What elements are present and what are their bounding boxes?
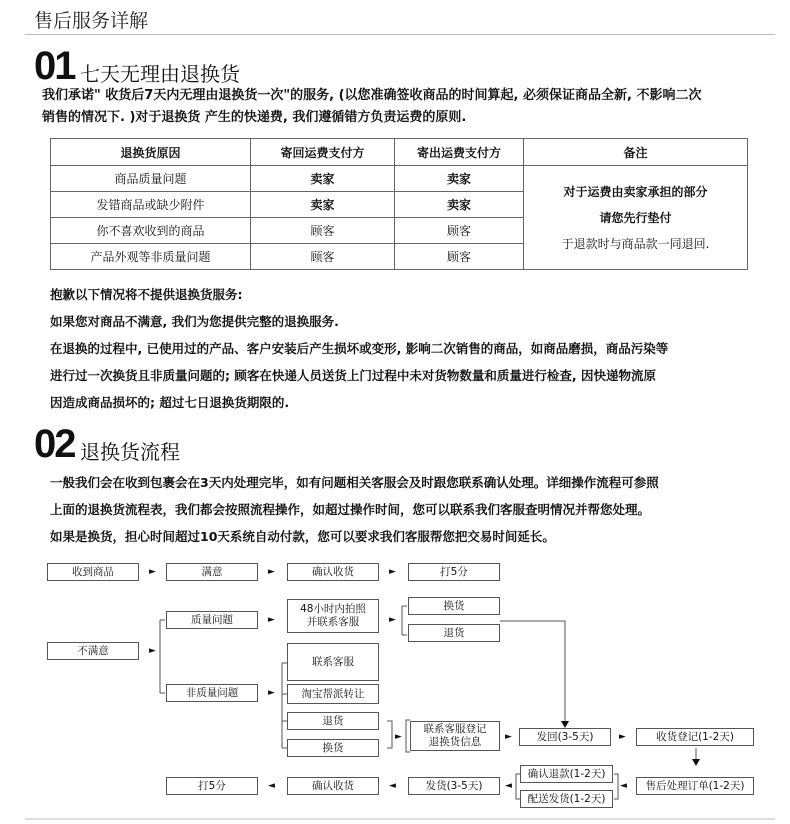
section1-intro-line2: 销售的情况下. )对于退换货 产生的快递费, 我们遵循错方负责运费的原则.: [42, 110, 467, 125]
note-line: 于退款时与商品款一同退回.: [561, 236, 710, 251]
flow-non-quality: 非质量问题: [166, 684, 258, 702]
flow-register-line1: 联系客服登记: [423, 723, 487, 735]
table-cell: 顾客: [251, 244, 395, 270]
arrow-right-icon: ►: [395, 732, 402, 742]
table-cell: 卖家: [251, 192, 395, 218]
section2-para-line3: 如果是换货，担心时间超过10天系统自动付款，您可以要求我们客服帮您把交易时间延长。: [50, 529, 555, 544]
notice-line2: 在退换的过程中, 已使用过的产品、客户安装后产生损坏或变形, 影响二次销售的商品，如商品磨损，商品污染等: [50, 341, 669, 356]
flow-photo-contact: [287, 599, 379, 633]
table-cell: 卖家: [395, 192, 524, 218]
flow-taobao-transfer: 淘宝帮派转让: [287, 684, 379, 704]
flow-rate-5-2: 打5分: [166, 777, 258, 795]
flow-after-sales: 售后处理订单(1-2天): [636, 777, 754, 795]
section2-title: 退换货流程: [80, 440, 180, 464]
arrow-left-icon: ◄: [268, 781, 275, 791]
arrow-left-icon: ◄: [389, 781, 396, 791]
page-title: 售后服务详解: [34, 10, 149, 32]
arrow-left-icon: ◄: [620, 781, 627, 791]
section1-intro-line1: 我们承诺" 收货后7天内无理由退换货一次"的服务, (以您准确签收商品的时间算起, 必须保证商品全新, 不影响二次: [42, 88, 702, 103]
arrow-left-icon: ◄: [505, 781, 512, 791]
section2-number: 02: [34, 422, 75, 466]
arrow-right-icon: ►: [505, 732, 512, 742]
arrow-right-icon: ►: [268, 688, 275, 698]
arrow-right-icon: ►: [389, 615, 396, 625]
flow-return: 退货: [408, 624, 500, 642]
table-cell: 顾客: [251, 218, 395, 244]
note-line: 对于运费由卖家承担的部分: [563, 184, 708, 199]
table-cell: 发错商品或缺少附件: [51, 192, 251, 218]
arrow-right-icon: ►: [619, 732, 626, 742]
bottom-divider: [25, 818, 775, 820]
note-line: 请您先行垫付: [599, 210, 672, 225]
flow-exchange-2: 换货: [287, 739, 379, 757]
notice-heading: 抱歉以下情况将不提供退换货服务:: [50, 287, 243, 302]
table-cell: 顾客: [395, 218, 524, 244]
table-cell: 商品质量问题: [51, 166, 251, 192]
table-cell: 你不喜欢收到的商品: [51, 218, 251, 244]
arrow-right-icon: ►: [389, 567, 396, 577]
flow-return-2: 退货: [287, 712, 379, 730]
table-header: 备注: [524, 139, 748, 166]
flow-exchange: 换货: [408, 597, 500, 615]
flow-confirm-receipt: 确认收货: [287, 563, 379, 581]
flow-photo-line1: 48小时内拍照: [300, 603, 366, 615]
flow-receive-register: 收货登记(1-2天): [636, 728, 754, 746]
notice-line4: 因造成商品损坏的; 超过七日退换货期限的.: [50, 395, 290, 410]
flow-rate-5: 打5分: [408, 563, 500, 581]
flow-register-line2: 退换货信息: [428, 736, 482, 748]
flow-quality-issue: 质量问题: [166, 611, 258, 629]
arrow-right-icon: ►: [268, 567, 275, 577]
flow-confirm-receipt-2: 确认收货: [287, 777, 379, 795]
table-header: 寄回运费支付方: [251, 139, 395, 166]
flow-unsatisfied: 不满意: [47, 642, 139, 660]
table-cell: 顾客: [395, 244, 524, 270]
table-header: 寄出运费支付方: [395, 139, 524, 166]
arrow-right-icon: ►: [268, 615, 275, 625]
flow-register-info: [410, 721, 500, 751]
table-header: 退换货原因: [51, 139, 251, 166]
flow-received: 收到商品: [47, 563, 139, 581]
flow-send-back: 发回(3-5天): [519, 728, 611, 746]
flow-confirm-refund: 确认退款(1-2天): [520, 765, 613, 783]
table-cell: 产品外观等非质量问题: [51, 244, 251, 270]
notice-line3: 进行过一次换货且非质量问题的; 顾客在快递人员送货上门过程中未对货物数量和质量进行检查, 因快递物流原: [50, 368, 656, 383]
arrow-right-icon: ►: [149, 646, 156, 656]
notice-line1: 如果您对商品不满意, 我们为您提供完整的退换服务.: [50, 314, 339, 329]
flow-photo-line2: 并联系客服: [306, 616, 360, 628]
flow-satisfied: 满意: [166, 563, 258, 581]
section1-title: 七天无理由退换货: [80, 62, 240, 86]
section2-para-line1: 一般我们会在收到包裹会在3天内处理完毕，如有问题相关客服会及时跟您联系确认处理。详细操作流程可参照: [50, 475, 659, 490]
flow-contact-cs: 联系客服: [287, 643, 379, 681]
arrow-right-icon: ►: [149, 567, 156, 577]
flow-ship: 发货(3-5天): [408, 777, 500, 795]
flow-resend: 配送发货(1-2天): [520, 790, 613, 808]
table-cell: 卖家: [395, 166, 524, 192]
section2-para-line2: 上面的退换货流程表，我们都会按照流程操作，如超过操作时间，您可以联系我们客服查明情况并帮您处理。: [50, 502, 651, 517]
section1-number: 01: [34, 44, 75, 88]
table-cell: 卖家: [251, 166, 395, 192]
